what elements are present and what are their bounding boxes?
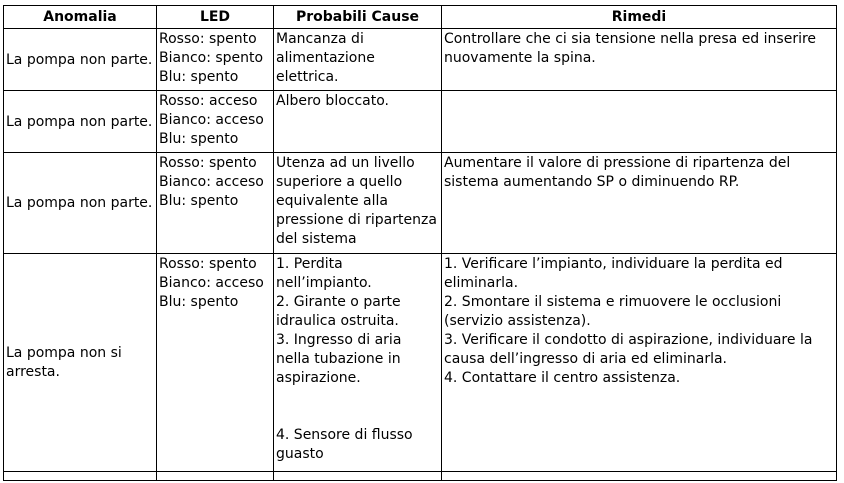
header-cause: Probabili Cause: [274, 6, 442, 29]
rimedi-item: 3. Verificare il condotto di aspirazione, individuare la causa dell’ingresso di aria ed eliminarla.: [444, 332, 813, 367]
table-row-cut: [4, 472, 837, 481]
rimedi-cell: [442, 254, 837, 472]
header-rimedi: Rimedi: [442, 6, 837, 29]
anomalia-cell: La pompa non si arresta.: [4, 254, 157, 472]
led-white-status: Bianco: spento: [159, 50, 264, 66]
cause-cell: Albero bloccato.: [274, 91, 442, 153]
rimedi-cell: Aumentare il valore di pressione di ripartenza del sistema aumentando SP o diminuendo RP.: [442, 153, 837, 254]
led-cell: [157, 153, 274, 254]
rimedi-item: 1. Verificare l’impianto, individuare la perdita ed eliminarla.: [444, 256, 783, 291]
led-blue-status: Blu: spento: [159, 294, 239, 310]
cause-item: 4. Sensore di flusso guasto: [276, 427, 413, 462]
anomalia-cell: La pompa non parte.: [4, 29, 157, 91]
table-row: [4, 29, 837, 91]
cause-cell: [274, 254, 442, 472]
troubleshooting-table: [3, 5, 837, 481]
rimedi-cell: [442, 91, 837, 153]
led-blue-status: Blu: spento: [159, 193, 239, 209]
led-cell: [157, 91, 274, 153]
led-cell: [157, 254, 274, 472]
led-red-status: Rosso: spento: [159, 256, 257, 272]
cause-cell: Utenza ad un livello superiore a quello equivalente alla pressione di ripartenza del sistema: [274, 153, 442, 254]
header-row: [4, 6, 837, 29]
led-red-status: Rosso: acceso: [159, 93, 258, 109]
header-led: LED: [157, 6, 274, 29]
led-red-status: Rosso: spento: [159, 31, 257, 47]
table-row: [4, 153, 837, 254]
led-white-status: Bianco: acceso: [159, 112, 264, 128]
led-cell: [157, 29, 274, 91]
led-blue-status: Blu: spento: [159, 69, 239, 85]
cause-item: 1. Perdita nell’impianto.: [276, 256, 372, 291]
led-blue-status: Blu: spento: [159, 131, 239, 147]
anomalia-cell: La pompa non parte.: [4, 153, 157, 254]
rimedi-cell: Controllare che ci sia tensione nella presa ed inserire nuovamente la spina.: [442, 29, 837, 91]
led-white-status: Bianco: acceso: [159, 275, 264, 291]
led-red-status: Rosso: spento: [159, 155, 257, 171]
table-row: [4, 254, 837, 472]
led-white-status: Bianco: acceso: [159, 174, 264, 190]
cause-item: 2. Girante o parte idraulica ostruita.: [276, 294, 401, 329]
rimedi-item: 2. Smontare il sistema e rimuovere le occlusioni (servizio assistenza).: [444, 294, 782, 329]
table-row: [4, 91, 837, 153]
rimedi-item: 4. Contattare il centro assistenza.: [444, 370, 681, 386]
header-anomalia: Anomalia: [4, 6, 157, 29]
cause-item: 3. Ingresso di aria nella tubazione in aspirazione.: [276, 332, 402, 386]
anomalia-cell: La pompa non parte.: [4, 91, 157, 153]
cause-cell: Mancanza di alimentazione elettrica.: [274, 29, 442, 91]
